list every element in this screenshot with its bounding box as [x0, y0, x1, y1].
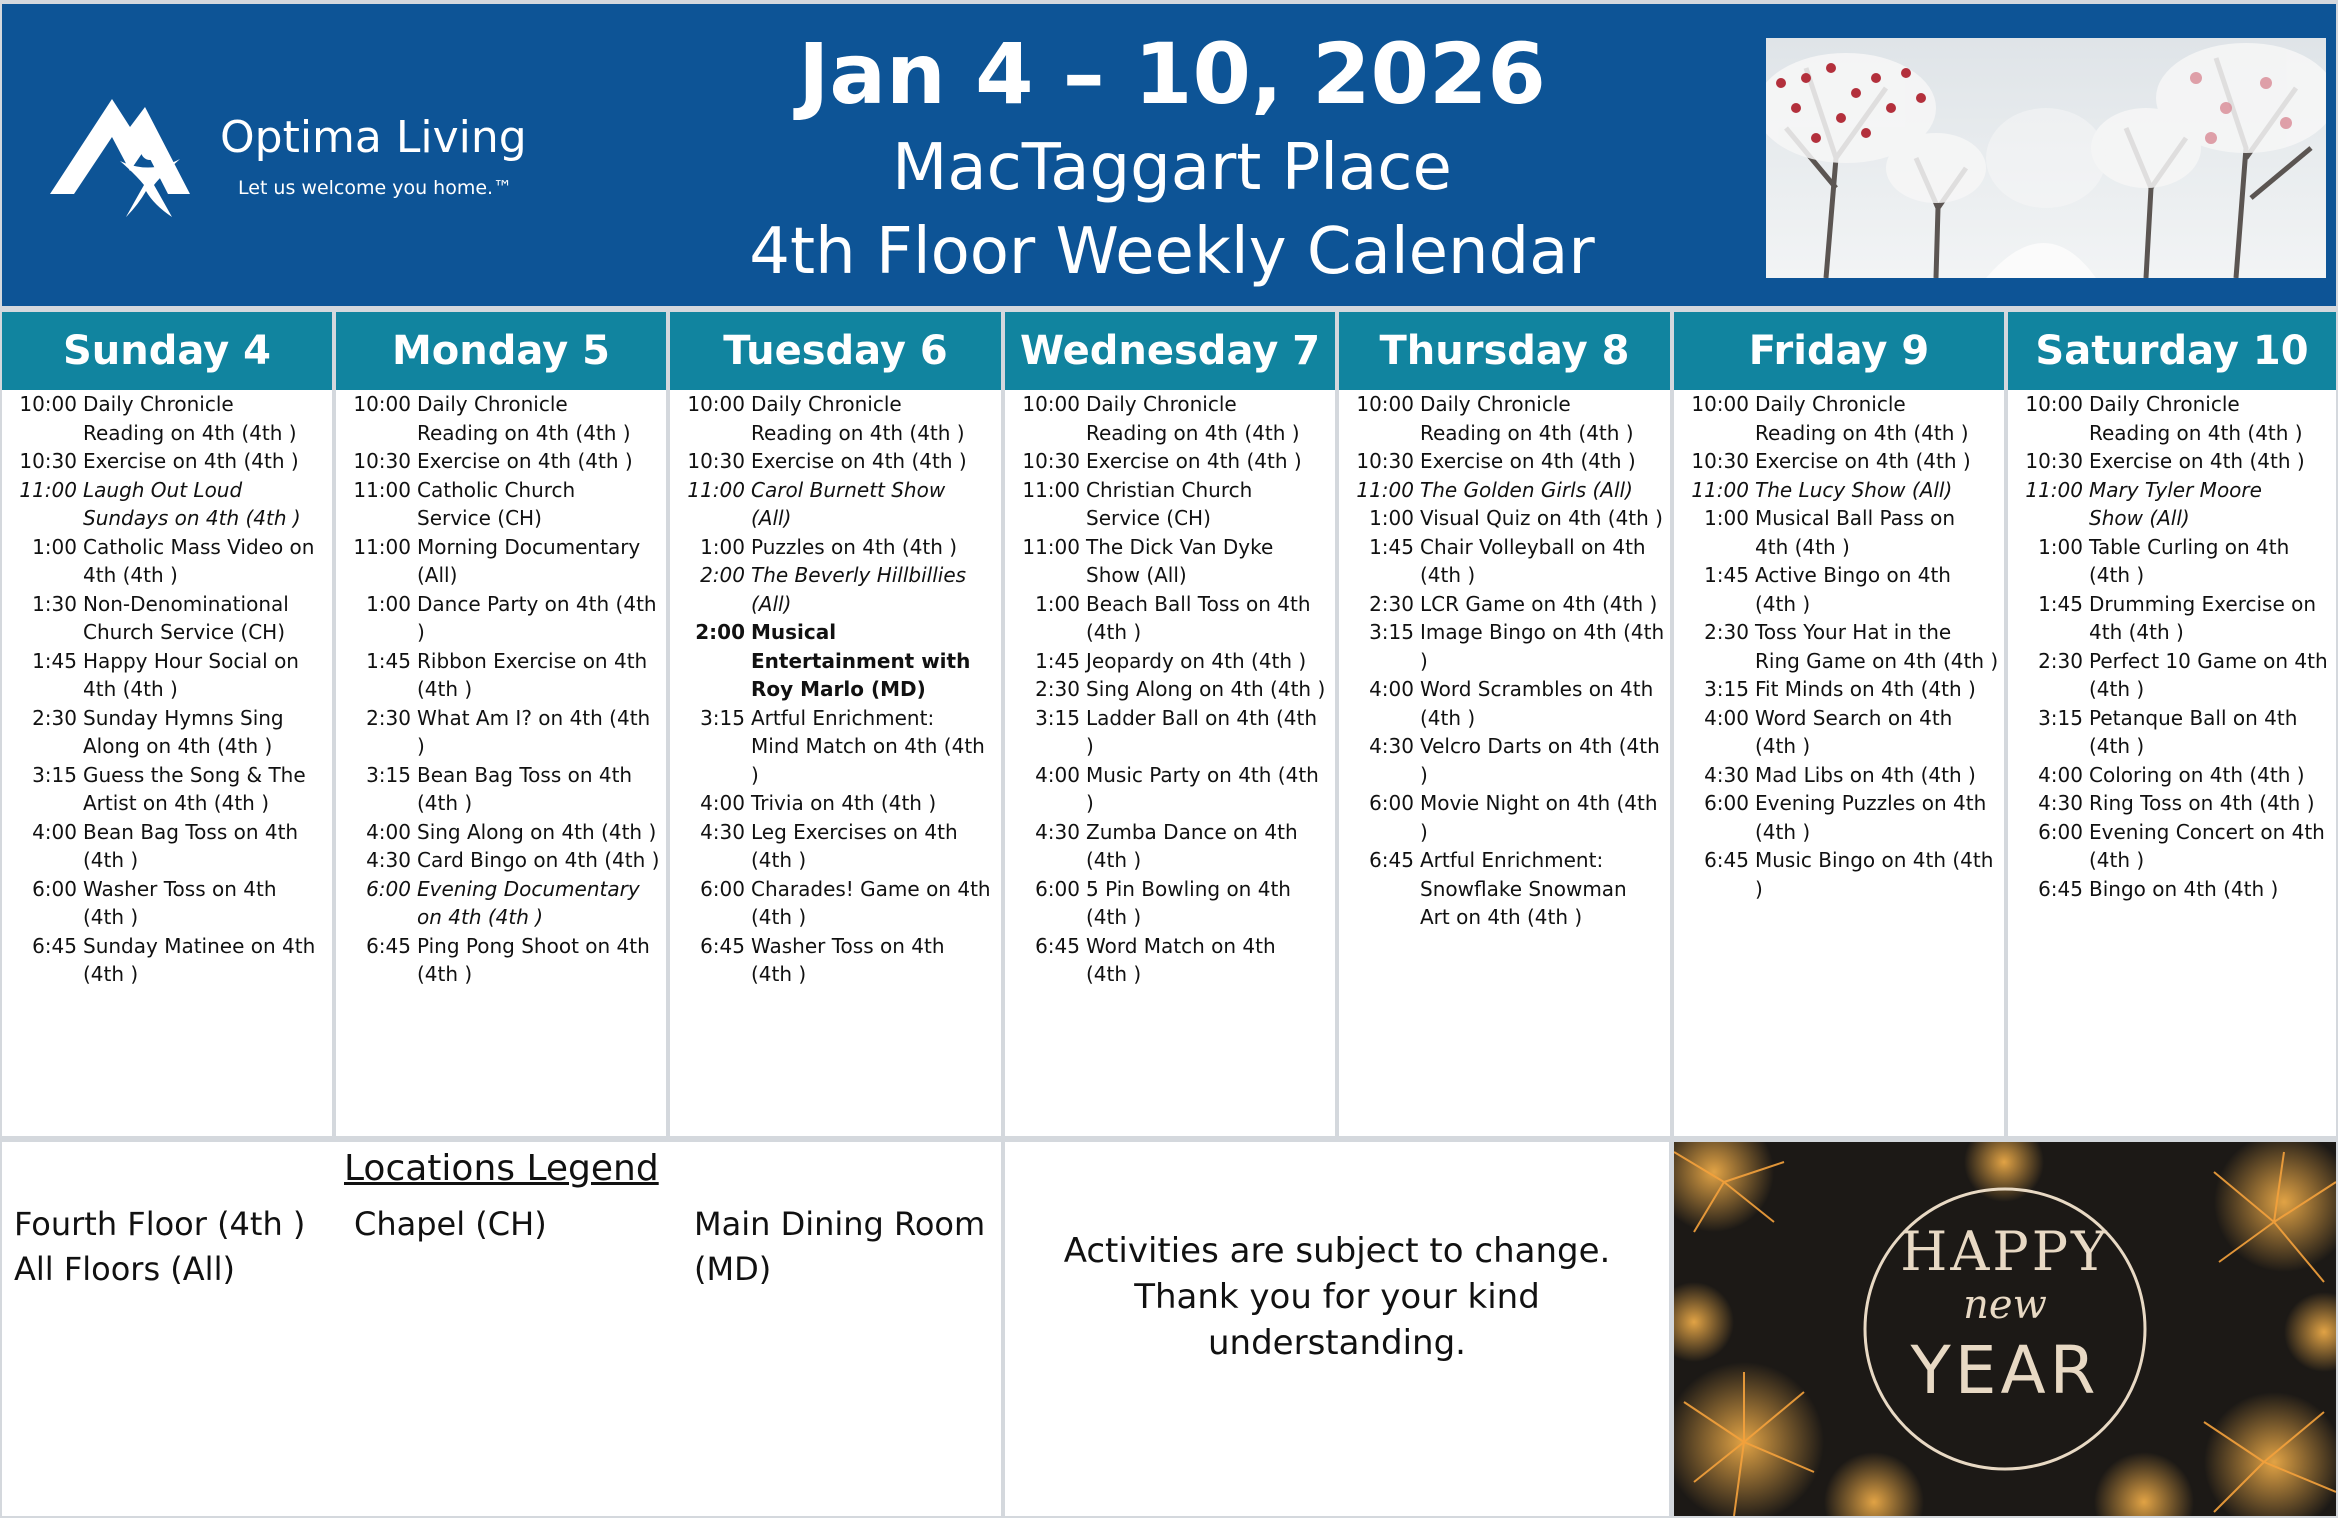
event-time: 2:30: [32, 705, 77, 730]
event-item: [1680, 618, 2000, 675]
event-item: [1011, 818, 1331, 875]
event-time: 6:45: [1369, 848, 1414, 872]
event-time: 2:30: [1704, 620, 1749, 644]
logo-name: Optima Living: [220, 112, 527, 163]
event-item: [342, 447, 662, 476]
event-time: 6:00: [2038, 819, 2083, 844]
event-time: 11:00: [1022, 534, 1080, 559]
event-time: 10:00: [353, 392, 411, 416]
event-title: Carol Burnett Show (All): [751, 477, 946, 530]
event-item: [676, 704, 997, 790]
day-header: Thursday 8: [1339, 312, 1670, 390]
calendar-title: 4th Floor Weekly Calendar: [749, 215, 1595, 289]
event-item: [676, 789, 997, 818]
event-time: 11:00: [1022, 477, 1080, 502]
event-item: [2014, 390, 2332, 447]
event-item: [676, 447, 997, 476]
week-dates: Jan 4 – 10, 2026: [798, 25, 1546, 123]
event-title: Washer Toss on 4th (4th ): [83, 876, 277, 929]
event-time: 10:30: [353, 449, 411, 473]
event-time: 6:00: [32, 876, 77, 901]
notice-panel: [1005, 1142, 1669, 1516]
event-time: 3:15: [1369, 620, 1414, 644]
event-time: 6:45: [1704, 848, 1749, 872]
event-time: 6:45: [1035, 933, 1080, 958]
event-item: [1345, 675, 1666, 732]
event-item: [1011, 704, 1331, 761]
day-column-thursday: [1339, 312, 1670, 1136]
event-item: [1345, 732, 1666, 789]
event-title: Word Search on 4th (4th ): [1755, 705, 1953, 758]
day-column-tuesday: [670, 312, 1001, 1136]
event-title: Jeopardy on 4th (4th ): [1086, 648, 1307, 673]
event-time: 11:00: [353, 534, 411, 559]
event-title: Exercise on 4th (4th ): [1086, 449, 1302, 473]
event-item: [2014, 476, 2332, 533]
legend-col-3: Main Dining Room (MD): [694, 1205, 986, 1288]
event-title: Exercise on 4th (4th ): [2089, 449, 2305, 473]
event-time: 10:30: [687, 449, 745, 473]
event-title: LCR Game on 4th (4th ): [1420, 591, 1658, 616]
event-item: [2014, 447, 2332, 476]
event-time: 10:30: [1356, 449, 1414, 473]
event-title: Catholic Mass Video on 4th (4th ): [83, 534, 315, 587]
event-time: 6:45: [32, 933, 77, 958]
event-time: 1:00: [366, 591, 411, 616]
event-time: 4:00: [700, 791, 745, 815]
event-title: Table Curling on 4th (4th ): [2089, 534, 2290, 587]
event-item: [1345, 504, 1666, 533]
event-item: [1680, 846, 2000, 903]
event-title: 5 Pin Bowling on 4th (4th ): [1086, 876, 1291, 929]
event-time: 4:00: [1704, 705, 1749, 730]
event-time: 6:00: [1704, 791, 1749, 815]
event-time: 3:15: [32, 762, 77, 787]
event-time: 4:30: [1704, 762, 1749, 787]
event-item: [676, 561, 997, 618]
logo-tagline: Let us welcome you home.™: [238, 177, 513, 199]
event-item: [1680, 504, 2000, 561]
event-time: 1:45: [1704, 563, 1749, 587]
event-time: 3:15: [1035, 705, 1080, 730]
event-title: The Golden Girls (All): [1420, 477, 1633, 502]
event-time: 4:00: [366, 819, 411, 844]
day-header: Sunday 4: [2, 312, 332, 390]
event-item: [1011, 675, 1331, 704]
day-events: [1005, 390, 1335, 989]
event-title: Mad Libs on 4th (4th ): [1755, 762, 1976, 787]
day-column-friday: [1674, 312, 2004, 1136]
locations-legend: [2, 1142, 1001, 1516]
event-title: Christian Church Service (CH): [1086, 477, 1253, 530]
event-title: Bean Bag Toss on 4th (4th ): [83, 819, 299, 872]
event-item: [676, 932, 997, 989]
event-title: Exercise on 4th (4th ): [751, 449, 967, 473]
event-title: Velcro Darts on 4th (4th ): [1420, 734, 1660, 787]
event-time: 1:00: [1035, 591, 1080, 616]
event-item: [1011, 533, 1331, 590]
event-title: Daily Chronicle Reading on 4th (4th ): [83, 392, 297, 445]
event-title: Exercise on 4th (4th ): [1755, 449, 1971, 473]
event-item: [1680, 675, 2000, 704]
event-item: [676, 618, 997, 704]
event-title: Catholic Church Service (CH): [417, 477, 576, 530]
event-time: 4:30: [366, 848, 411, 872]
event-title: Laugh Out Loud Sundays on 4th (4th ): [83, 477, 301, 530]
event-title: Active Bingo on 4th (4th ): [1755, 563, 1951, 616]
event-title: Daily Chronicle Reading on 4th (4th ): [2089, 392, 2303, 445]
event-title: Daily Chronicle Reading on 4th (4th ): [417, 392, 631, 445]
event-item: [676, 875, 997, 932]
event-time: 11:00: [19, 477, 77, 502]
notice-text: Activities are subject to change. Thank you for your kind understanding.: [1063, 1231, 1611, 1363]
event-title: Music Bingo on 4th (4th ): [1755, 848, 1994, 901]
event-item: [1011, 447, 1331, 476]
event-time: 2:30: [1035, 677, 1080, 701]
event-item: [1345, 447, 1666, 476]
legend-col-1: Fourth Floor (4th ) All Floors (All): [14, 1205, 306, 1288]
event-time: 3:15: [366, 762, 411, 787]
event-item: [342, 390, 662, 447]
header-banner: [2, 4, 2336, 306]
event-title: The Beverly Hillbillies (All): [751, 563, 967, 616]
event-title: Exercise on 4th (4th ): [1420, 449, 1636, 473]
event-item: [1011, 761, 1331, 818]
event-time: 1:00: [1369, 506, 1414, 530]
event-title: Word Scrambles on 4th (4th ): [1420, 677, 1654, 730]
event-title: Beach Ball Toss on 4th (4th ): [1086, 591, 1311, 644]
event-time: 4:00: [32, 819, 77, 844]
event-item: [1011, 476, 1331, 533]
event-title: Coloring on 4th (4th ): [2089, 762, 2305, 787]
event-title: Non-Denominational Church Service (CH): [83, 591, 289, 644]
event-item: [1345, 789, 1666, 846]
day-events: [2008, 390, 2336, 903]
event-title: Ping Pong Shoot on 4th (4th ): [417, 933, 650, 986]
day-column-wednesday: [1005, 312, 1335, 1136]
event-item: [1011, 647, 1331, 676]
event-time: 11:00: [1356, 477, 1414, 502]
event-item: [1345, 846, 1666, 932]
day-events: [1674, 390, 2004, 903]
event-title: Puzzles on 4th (4th ): [751, 534, 958, 559]
event-time: 2:00: [700, 563, 745, 587]
day-events: [2, 390, 332, 989]
greeting-happy: HAPPY: [1900, 1220, 2110, 1283]
event-item: [2014, 789, 2332, 818]
event-time: 4:00: [1369, 677, 1414, 701]
event-item: [8, 818, 328, 875]
event-item: [342, 932, 662, 989]
event-item: [2014, 533, 2332, 590]
event-item: [8, 476, 328, 533]
event-item: [342, 761, 662, 818]
event-time: 2:00: [695, 620, 745, 644]
day-header: Saturday 10: [2008, 312, 2336, 390]
event-time: 4:30: [1035, 819, 1080, 844]
day-header: Monday 5: [336, 312, 666, 390]
event-time: 6:00: [366, 876, 411, 901]
event-item: [8, 761, 328, 818]
event-time: 4:30: [700, 819, 745, 844]
event-time: 6:00: [1369, 791, 1414, 815]
event-title: Artful Enrichment: Mind Match on 4th (4th ): [751, 705, 985, 787]
day-events: [1339, 390, 1670, 932]
event-title: Drumming Exercise on 4th (4th ): [2089, 591, 2317, 644]
event-time: 1:00: [700, 534, 745, 559]
event-title: Image Bingo on 4th (4th ): [1420, 620, 1665, 673]
event-time: 3:15: [700, 705, 745, 730]
event-time: 1:00: [32, 534, 77, 559]
happy-new-year-image: [1674, 1142, 2336, 1516]
event-title: Ring Toss on 4th (4th ): [2089, 791, 2315, 815]
day-events: [336, 390, 666, 989]
event-item: [342, 476, 662, 533]
event-item: [676, 533, 997, 562]
event-time: 10:00: [1022, 392, 1080, 416]
event-time: 1:00: [1704, 506, 1749, 530]
event-title: Dance Party on 4th (4th ): [417, 591, 657, 644]
event-time: 10:00: [19, 392, 77, 416]
event-item: [8, 390, 328, 447]
day-header: Friday 9: [1674, 312, 2004, 390]
event-time: 3:15: [1704, 677, 1749, 701]
event-item: [8, 647, 328, 704]
event-title: Petanque Ball on 4th (4th ): [2089, 705, 2298, 758]
event-item: [342, 647, 662, 704]
event-time: 1:45: [32, 648, 77, 673]
event-item: [1680, 447, 2000, 476]
event-time: 10:30: [1691, 449, 1749, 473]
event-time: 1:30: [32, 591, 77, 616]
event-item: [2014, 761, 2332, 790]
event-item: [1011, 390, 1331, 447]
event-title: Exercise on 4th (4th ): [83, 449, 299, 473]
event-title: Card Bingo on 4th (4th ): [417, 848, 660, 872]
location-name: MacTaggart Place: [892, 131, 1452, 205]
event-time: 10:00: [687, 392, 745, 416]
legend-col-2: Chapel (CH): [354, 1205, 547, 1243]
event-item: [1680, 704, 2000, 761]
event-time: 1:45: [1369, 534, 1414, 559]
winter-trees-photo: [1766, 38, 2326, 278]
event-title: Evening Puzzles on 4th (4th ): [1755, 791, 1987, 844]
event-title: Sing Along on 4th (4th ): [1086, 677, 1326, 701]
event-title: Ladder Ball on 4th (4th ): [1086, 705, 1318, 758]
event-time: 6:00: [1035, 876, 1080, 901]
event-title: Exercise on 4th (4th ): [417, 449, 633, 473]
event-item: [342, 846, 662, 875]
event-item: [8, 875, 328, 932]
event-time: 6:00: [700, 876, 745, 901]
day-column-saturday: [2008, 312, 2336, 1136]
event-time: 1:45: [366, 648, 411, 673]
event-item: [342, 875, 662, 932]
event-item: [8, 704, 328, 761]
day-column-monday: [336, 312, 666, 1136]
event-title: Musical Entertainment with Roy Marlo (MD): [751, 620, 971, 701]
event-item: [676, 818, 997, 875]
event-title: Leg Exercises on 4th (4th ): [751, 819, 958, 872]
event-item: [8, 447, 328, 476]
event-time: 10:00: [1691, 392, 1749, 416]
event-title: Washer Toss on 4th (4th ): [751, 933, 945, 986]
event-title: Daily Chronicle Reading on 4th (4th ): [1755, 392, 1969, 445]
event-item: [1345, 476, 1666, 505]
day-column-sunday: [2, 312, 332, 1136]
event-title: Perfect 10 Game on 4th (4th ): [2089, 648, 2328, 701]
event-time: 10:00: [2025, 392, 2083, 416]
event-time: 4:30: [1369, 734, 1414, 758]
event-time: 4:00: [2038, 762, 2083, 787]
event-item: [1680, 390, 2000, 447]
event-item: [8, 932, 328, 989]
event-time: 4:00: [1035, 762, 1080, 787]
event-item: [8, 533, 328, 590]
event-item: [1345, 533, 1666, 590]
event-item: [1680, 476, 2000, 505]
event-item: [8, 590, 328, 647]
event-time: 2:30: [1369, 591, 1414, 616]
event-item: [676, 390, 997, 447]
event-title: Charades! Game on 4th (4th ): [751, 876, 991, 929]
event-item: [1345, 590, 1666, 619]
event-title: Word Match on 4th (4th ): [1086, 933, 1276, 986]
event-time: 11:00: [687, 477, 745, 502]
event-item: [1011, 932, 1331, 989]
event-title: Mary Tyler Moore Show (All): [2089, 477, 2262, 530]
event-title: Sunday Hymns Sing Along on 4th (4th ): [83, 705, 284, 758]
event-time: 1:45: [2038, 591, 2083, 616]
event-title: Chair Volleyball on 4th (4th ): [1420, 534, 1646, 587]
event-title: Zumba Dance on 4th (4th ): [1086, 819, 1298, 872]
event-item: [676, 476, 997, 533]
event-title: Evening Concert on 4th (4th ): [2089, 819, 2325, 872]
event-title: Morning Documentary (All): [417, 534, 641, 587]
event-item: [2014, 818, 2332, 875]
event-item: [1680, 561, 2000, 618]
legend-title: Locations Legend: [344, 1148, 659, 1189]
event-title: Artful Enrichment: Snowflake Snowman Art on 4th (4th ): [1420, 848, 1627, 929]
optima-living-logo: [50, 99, 570, 219]
event-time: 4:30: [2038, 791, 2083, 815]
event-title: Fit Minds on 4th (4th ): [1755, 677, 1976, 701]
event-title: Trivia on 4th (4th ): [751, 791, 937, 815]
event-title: Ribbon Exercise on 4th (4th ): [417, 648, 648, 701]
event-item: [342, 533, 662, 590]
event-time: 2:30: [2038, 648, 2083, 673]
event-item: [1345, 390, 1666, 447]
event-title: Sunday Matinee on 4th (4th ): [83, 933, 316, 986]
event-time: 6:45: [2038, 876, 2083, 901]
event-time: 1:00: [2038, 534, 2083, 559]
mountain-person-icon: [50, 99, 220, 219]
event-item: [1011, 875, 1331, 932]
event-title: Musical Ball Pass on 4th (4th ): [1755, 506, 1956, 559]
event-title: Sing Along on 4th (4th ): [417, 819, 657, 844]
event-title: Daily Chronicle Reading on 4th (4th ): [751, 392, 965, 445]
event-item: [1680, 789, 2000, 846]
event-time: 6:45: [366, 933, 411, 958]
event-title: The Dick Van Dyke Show (All): [1086, 534, 1274, 587]
event-title: Daily Chronicle Reading on 4th (4th ): [1420, 392, 1634, 445]
greeting-new: new: [1963, 1282, 2047, 1328]
event-item: [1680, 761, 2000, 790]
event-time: 11:00: [1691, 477, 1749, 502]
event-title: Happy Hour Social on 4th (4th ): [83, 648, 299, 701]
event-item: [1345, 618, 1666, 675]
event-item: [342, 590, 662, 647]
event-title: What Am I? on 4th (4th ): [417, 705, 651, 758]
event-title: Movie Night on 4th (4th ): [1420, 791, 1658, 844]
event-title: Music Party on 4th (4th ): [1086, 762, 1319, 815]
day-header: Wednesday 7: [1005, 312, 1335, 390]
event-item: [2014, 875, 2332, 904]
event-item: [2014, 647, 2332, 704]
event-item: [1011, 590, 1331, 647]
greeting-year: YEAR: [1910, 1332, 2100, 1409]
event-title: Guess the Song & The Artist on 4th (4th ): [83, 762, 306, 815]
event-title: Bingo on 4th (4th ): [2089, 876, 2279, 901]
event-time: 11:00: [353, 477, 411, 502]
event-item: [342, 818, 662, 847]
event-title: Visual Quiz on 4th (4th ): [1420, 506, 1663, 530]
day-events: [670, 390, 1001, 989]
title-block: [602, 22, 1742, 294]
event-time: 3:15: [2038, 705, 2083, 730]
event-item: [342, 704, 662, 761]
event-time: 11:00: [2025, 477, 2083, 502]
event-title: Bean Bag Toss on 4th (4th ): [417, 762, 633, 815]
event-time: 10:30: [2025, 449, 2083, 473]
event-time: 10:30: [19, 449, 77, 473]
event-title: The Lucy Show (All): [1755, 477, 1953, 502]
event-item: [2014, 704, 2332, 761]
event-time: 10:00: [1356, 392, 1414, 416]
event-item: [2014, 590, 2332, 647]
event-time: 1:45: [1035, 648, 1080, 673]
event-title: Evening Documentary on 4th (4th ): [417, 876, 640, 929]
event-title: Daily Chronicle Reading on 4th (4th ): [1086, 392, 1300, 445]
event-title: Toss Your Hat in the Ring Game on 4th (4th ): [1755, 620, 1999, 673]
event-time: 10:30: [1022, 449, 1080, 473]
day-header: Tuesday 6: [670, 312, 1001, 390]
event-time: 6:45: [700, 933, 745, 958]
event-time: 2:30: [366, 705, 411, 730]
